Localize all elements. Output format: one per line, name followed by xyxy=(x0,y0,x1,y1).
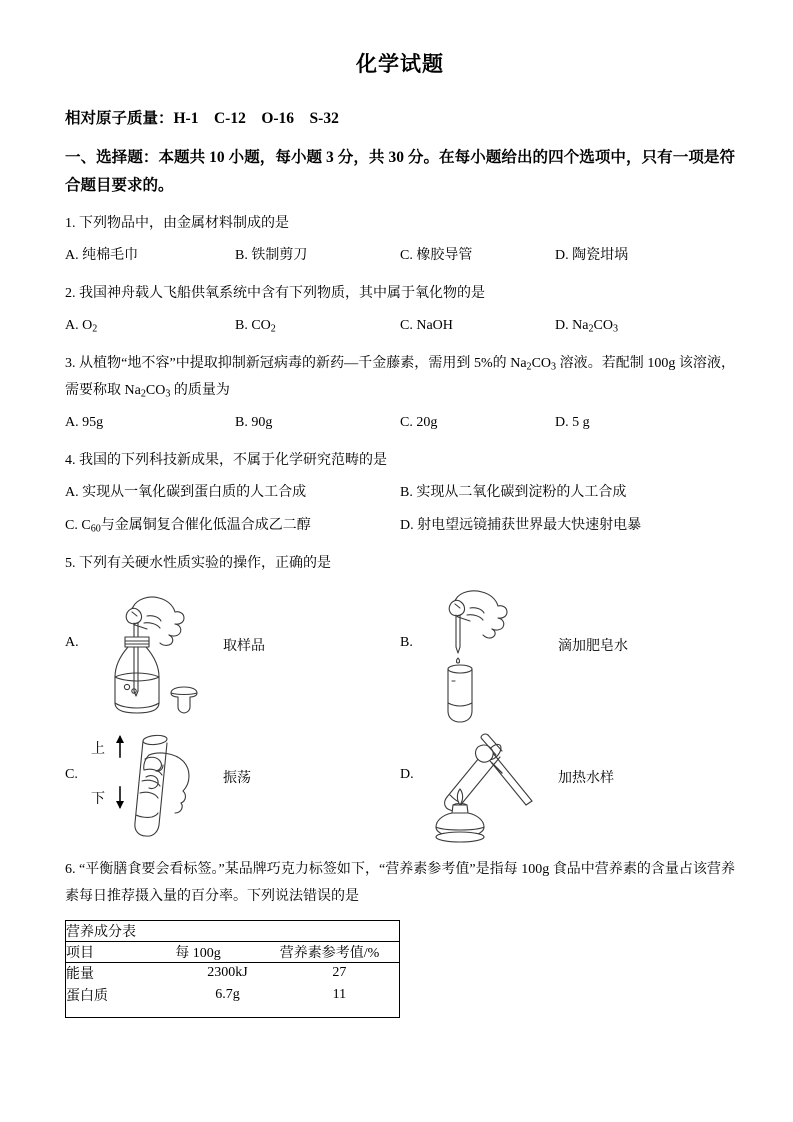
question-2-option-d[interactable]: D. $Na_2CO_3$ xyxy=(555,318,618,335)
question-4-option-c[interactable]: C. $C_{60}$与金属铜复合催化低温合成乙二醇 xyxy=(65,517,311,535)
question-1-option-b[interactable]: B. 铁制剪刀 xyxy=(235,248,308,264)
nutrition-table-header-row xyxy=(66,942,400,963)
question-5-option-a[interactable] xyxy=(65,585,400,725)
question-3-option-a[interactable]: A. 95g xyxy=(65,415,104,431)
question-5-option-a-letter: A. xyxy=(65,635,79,651)
question-5-option-d-caption: 加热水样 xyxy=(558,771,614,787)
question-3-option-c[interactable]: C. 20g xyxy=(400,415,438,431)
question-5-option-c-letter: C. xyxy=(65,767,78,783)
question-6 xyxy=(65,857,735,1018)
question-5-figure-options xyxy=(65,585,735,843)
nutrition-row-1-label: 蛋白质 xyxy=(66,989,108,1005)
nutrition-row-0-label: 能量 xyxy=(66,967,94,983)
question-5-option-b[interactable] xyxy=(400,585,735,725)
nutrition-table-caption-row xyxy=(66,921,400,942)
nutrition-row-0-amount: 2300kJ xyxy=(207,965,248,981)
question-4-option-d[interactable]: D. 射电望远镜捕获世界最大快速射电暴 xyxy=(400,517,642,533)
question-3 xyxy=(65,351,735,437)
question-1-option-c[interactable]: C. 橡胶导管 xyxy=(400,248,473,264)
page-content xyxy=(65,0,735,1018)
relative-atomic-mass-line: 相对原子质量：H-1 C-12 O-16 S-32 xyxy=(65,110,339,128)
question-5-option-c-caption: 振荡 xyxy=(223,771,251,787)
question-4 xyxy=(65,448,735,540)
question-4-stem: 4. 我国的下列科技新成果，不属于化学研究范畴的是 xyxy=(65,452,387,468)
question-5-figure-row-1 xyxy=(65,585,735,725)
nutrition-header-per100g: 每 100g xyxy=(175,946,221,962)
question-2-stem: 2. 我国神舟载人飞船供氧系统中含有下列物质，其中属于氧化物的是 xyxy=(65,285,485,301)
nutrition-row-0-nrv: 27 xyxy=(332,965,347,981)
question-2-option-c[interactable]: C. NaOH xyxy=(400,318,453,334)
nutrition-row-1-amount: 6.7g xyxy=(215,987,240,1003)
question-4-option-b[interactable]: B. 实现从二氧化碳到淀粉的人工合成 xyxy=(400,485,627,501)
question-1-stem: 1. 下列物品中，由金属材料制成的是 xyxy=(65,215,289,231)
question-5-option-a-caption: 取样品 xyxy=(223,639,265,655)
question-5-option-b-caption: 滴加肥皂水 xyxy=(558,639,628,655)
nutrition-header-nrv: 营养素参考值/% xyxy=(279,946,380,962)
question-3-option-d[interactable]: D. 5 g xyxy=(555,415,590,431)
svg-text:下: 下 xyxy=(91,792,105,808)
question-1-option-a[interactable]: A. 纯棉毛巾 xyxy=(65,248,139,264)
table-row xyxy=(66,983,400,1018)
question-5-stem: 5. 下列有关硬水性质实验的操作，正确的是 xyxy=(65,555,331,571)
question-1-options xyxy=(65,243,735,270)
question-1 xyxy=(65,211,735,270)
dropper-reagent-bottle-icon xyxy=(87,585,217,725)
svg-text:上: 上 xyxy=(91,742,105,758)
dropper-test-tube-icon xyxy=(422,585,552,725)
question-5-option-d[interactable] xyxy=(400,725,735,843)
question-6-stem: 6. “平衡膳食要会看标签。”某品牌巧克力标签如下，“营养素参考值”是指每 100g 食品中营养素的含量占该营养素每日推荐摄入量的百分率。下列说法错误的是 xyxy=(65,862,735,904)
question-4-options-row-1 xyxy=(65,480,735,507)
heating-test-tube-alcohol-lamp-icon xyxy=(422,725,552,843)
question-4-options-row-2 xyxy=(65,513,735,540)
section-heading-multiple-choice: 一、选择题：本题共 10 小题，每小题 3 分，共 30 分。在每小题给出的四个选项中，只有一项是符合题目要求的。 xyxy=(65,149,735,195)
question-2 xyxy=(65,281,735,340)
nutrition-table-caption: 营养成分表 xyxy=(66,925,136,941)
nutrition-header-item: 项目 xyxy=(66,946,94,962)
question-2-option-a[interactable]: A. $O_2$ xyxy=(65,318,98,335)
question-3-options xyxy=(65,410,735,437)
question-5-option-c[interactable] xyxy=(65,725,400,843)
question-3-option-b[interactable]: B. 90g xyxy=(235,415,273,431)
nutrition-facts-table xyxy=(65,920,400,1018)
question-3-stem: 3. 从植物“地不容”中提取抑制新冠病毒的新药—千金藤素，需用到 5%的 $Na_2CO_3$ 溶液。若配制 100g 该溶液，需要称取 $Na_2CO_3$ 的质量为 xyxy=(65,355,735,400)
question-4-option-a[interactable]: A. 实现从一氧化碳到蛋白质的人工合成 xyxy=(65,485,307,501)
hand-shaking-test-tube-icon xyxy=(87,725,217,843)
question-1-option-d[interactable]: D. 陶瓷坩埚 xyxy=(555,248,629,264)
table-row xyxy=(66,963,400,984)
question-2-option-b[interactable]: B. $CO_2$ xyxy=(235,318,276,335)
question-5-option-d-letter: D. xyxy=(400,767,414,783)
nutrition-row-1-nrv: 11 xyxy=(332,987,347,1003)
question-2-options xyxy=(65,313,735,340)
question-5 xyxy=(65,551,735,844)
question-5-figure-row-2 xyxy=(65,725,735,843)
question-5-option-b-letter: B. xyxy=(400,635,413,651)
page-title: 化学试题 xyxy=(356,52,444,76)
